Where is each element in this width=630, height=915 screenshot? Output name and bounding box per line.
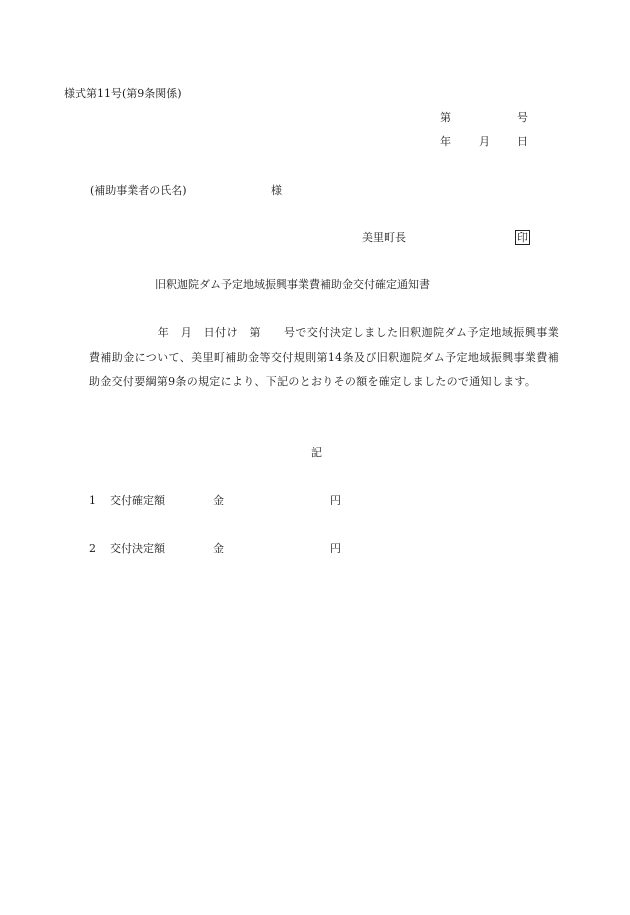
recipient-honorific: 様	[271, 184, 282, 197]
seal-mark	[515, 230, 530, 245]
item-2-number: 2	[89, 542, 96, 555]
month-label: 月	[479, 135, 490, 148]
sender-title: 美里町長	[362, 231, 406, 244]
year-label: 年	[440, 135, 451, 148]
number-suffix: 号	[517, 111, 528, 124]
ki-heading: 記	[311, 446, 322, 459]
item-2-label: 交付決定額	[110, 542, 165, 555]
form-label: 様式第11号(第9条関係)	[64, 87, 182, 100]
seal-text: 印	[517, 231, 528, 244]
number-prefix: 第	[440, 111, 451, 124]
item-2-currency-prefix: 金	[213, 542, 224, 555]
recipient-name-placeholder: (補助事業者の氏名)	[90, 184, 187, 197]
notice-body: 年 月 日付け 第 号で交付決定しました旧釈迦院ダム予定地域振興事業費補助金について、美里町補助金等交付規則第14条及び旧釈迦院ダム予定地域振興事業費補助金交付要綱第9条の規定により、下記のとおりその額を確定しましたので通知します。	[89, 326, 559, 388]
item-2-unit: 円	[330, 542, 341, 555]
day-label: 日	[517, 135, 528, 148]
document-title: 旧釈迦院ダム予定地域振興事業費補助金交付確定通知書	[155, 278, 430, 291]
item-1-number: 1	[89, 494, 96, 507]
item-1-unit: 円	[330, 494, 341, 507]
item-1-label: 交付確定額	[110, 494, 165, 507]
item-1-currency-prefix: 金	[213, 494, 224, 507]
